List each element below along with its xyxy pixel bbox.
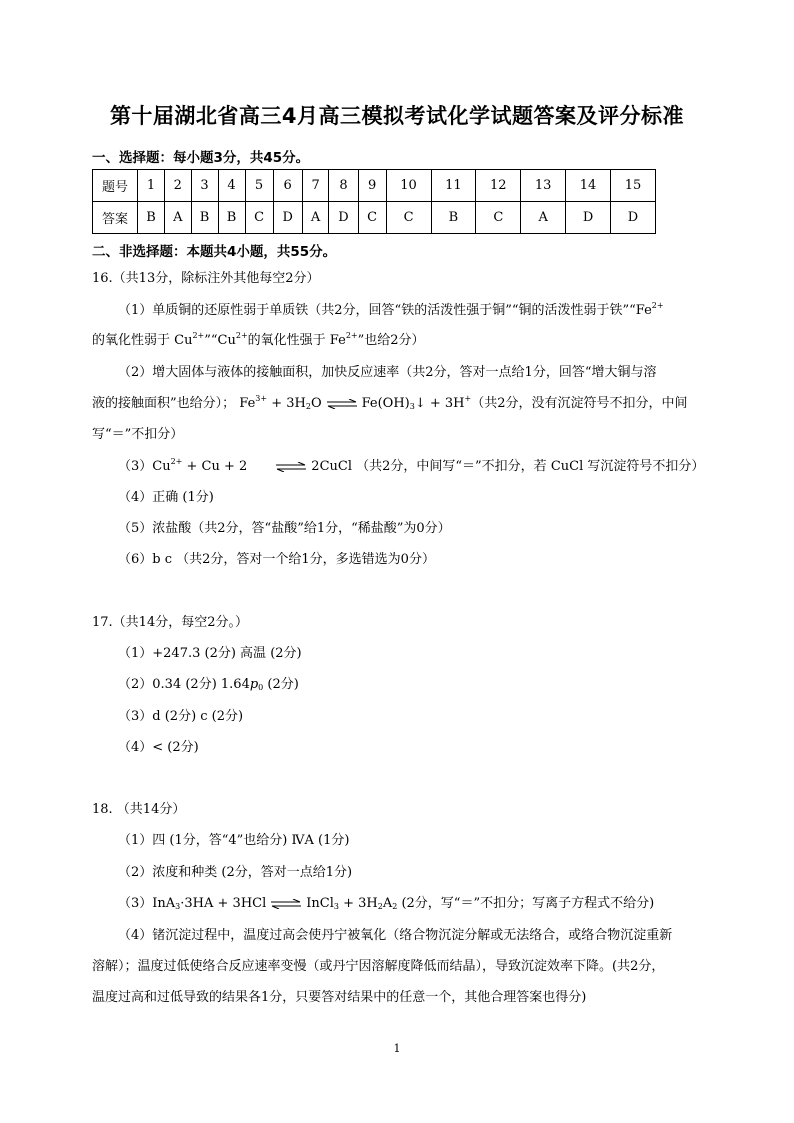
answer-cell: C: [386, 202, 431, 234]
q16-part2-line2: 液的接触面积”也给分）； $Fe^{3+} + 3H_2O$ $Fe(OH)_3↓ + 3H^+$（共2分，没有沉淀符号不扣分，中间: [92, 394, 688, 411]
question-number-cell: 11: [431, 170, 476, 202]
question-number-cell: 15: [611, 170, 656, 202]
answer-cell: D: [329, 202, 358, 234]
answer-cell: B: [191, 202, 218, 234]
page-number: 1: [393, 1042, 401, 1055]
q18-part1: （1）四 (1分，答“4”也给分) ⅣA (1分): [118, 833, 350, 848]
question-number-cell: 8: [329, 170, 358, 202]
question-number-cell: 14: [566, 170, 611, 202]
table-row-answers: [93, 202, 656, 234]
table-row-numbers: [93, 170, 656, 202]
q16-part2-line3: 写“＝”不扣分）: [92, 427, 184, 442]
section-heading-nonchoice: 二、非选择题：本题共4小题，共55分。: [92, 244, 337, 260]
q16-part5: （5）浓盐酸（共2分，答“盐酸”给1分，“稀盐酸”为0分）: [118, 521, 451, 536]
q16-part6: （6）b c （共2分，答对一个给1分，多选错选为0分）: [118, 552, 435, 567]
q16-part1-line1: （1）单质铜的还原性弱于单质铁（共2分，回答“铁的活泼性强于铜”“铜的活泼性弱于铁$”“Fe^{2+}$: [118, 301, 664, 318]
question-number-cell: 2: [165, 170, 192, 202]
answer-cell: D: [273, 202, 302, 234]
q16-part3: $(3)Cu^{2+} + Cu + 2$ 2CuCl （共2分，中间写“＝”不扣分，若 CuCl 写沉淀符号不扣分）: [118, 457, 705, 474]
page-title: 第十届湖北省高三4月高三模拟考试化学试题答案及评分标准: [109, 104, 685, 128]
q18-part4-line1: （4）锗沉淀过程中，温度过高会使丹宁被氧化（络合物沉淀分解或无法络合，或络合物沉淀重新: [118, 928, 673, 943]
section-heading-choice: 一、选择题：每小题3分，共45分。: [92, 150, 310, 166]
table-header-cell: 答案: [93, 202, 138, 234]
answer-cell: A: [165, 202, 192, 234]
question-number-cell: 5: [245, 170, 273, 202]
q16-part4: （4）正确 (1分): [118, 490, 214, 505]
answer-cell: C: [245, 202, 273, 234]
answer-cell: B: [431, 202, 476, 234]
equilibrium-arrow-icon: [269, 899, 303, 909]
q18-part4-line2: 溶解）；温度过低使络合反应速率变慢（或丹宁因溶解度降低而结晶），导致沉淀效率下降。(共2分，: [92, 959, 665, 974]
answer-cell: C: [358, 202, 386, 234]
question-number-cell: 10: [386, 170, 431, 202]
q17-header: 17.（共14分，每空2分。）: [92, 615, 248, 630]
question-number-cell: 12: [476, 170, 521, 202]
equilibrium-arrow-icon: [325, 399, 359, 409]
q18-part4-line3: 温度过高和过低导致的结果各1分，只要答对结果中的任意一个，其他合理答案也得分): [92, 990, 587, 1005]
q17-part2: （2）0.34 (2分) $1.64p_0$ (2分): [118, 677, 299, 692]
question-number-cell: 13: [521, 170, 566, 202]
q17-part4: （4）< (2分): [118, 740, 199, 755]
question-number-cell: 6: [273, 170, 302, 202]
q18-part2: （2）浓度和种类 (2分，答对一点给1分): [118, 865, 353, 880]
answer-cell: B: [218, 202, 245, 234]
question-number-cell: 1: [138, 170, 165, 202]
table-header-cell: 题号: [93, 170, 138, 202]
answer-cell: A: [302, 202, 329, 234]
equilibrium-arrow-icon: [274, 462, 308, 472]
question-number-cell: 7: [302, 170, 329, 202]
answer-cell: A: [521, 202, 566, 234]
answer-cell: D: [611, 202, 656, 234]
q17-part3: （3）d (2分) c (2分): [118, 709, 244, 724]
q16-part2-line1: （2）增大固体与液体的接触面积，加快反应速率（共2分，答对一点给1分，回答“增大铜与溶: [118, 365, 657, 380]
q17-part1: （1）+247.3 (2分) 高温 (2分): [118, 646, 302, 661]
answer-cell: D: [566, 202, 611, 234]
answer-cell: B: [138, 202, 165, 234]
q18-header: 18. （共14分）: [92, 802, 186, 817]
answer-cell: C: [476, 202, 521, 234]
answer-table: [92, 169, 656, 234]
q18-part3: （3）InA$_3$·3HA + 3HCl InCl$_3$ + $3H_2A_2$ (2分，写“＝”不扣分；写离子方程式不给分): [118, 896, 655, 911]
q16-header: 16.（共13分，除标注外其他每空2分）: [92, 271, 320, 286]
question-number-cell: 4: [218, 170, 245, 202]
question-number-cell: 3: [191, 170, 218, 202]
q16-part1-line2: 的氧化性弱于 $Cu^{2+}”“Cu^{2+}$的氧化性强于 $Fe^{2+}$”也给2分）: [92, 331, 425, 348]
question-number-cell: 9: [358, 170, 386, 202]
